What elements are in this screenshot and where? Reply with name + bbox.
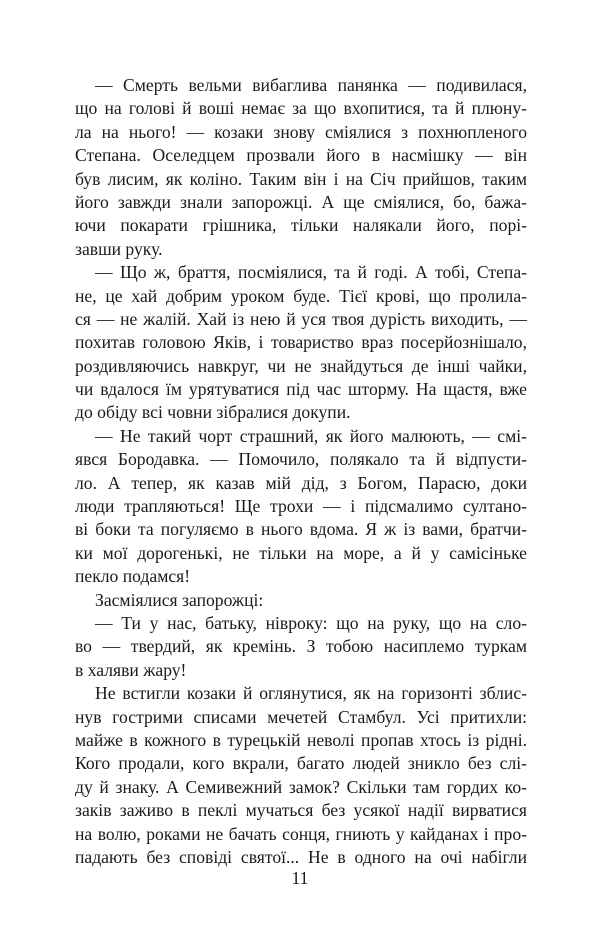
text-line: заків заживо в пеклі мучаться без усякої надії вирватися [75,800,527,821]
text-line: — Смерть вельми вибаглива панянка — подивилася, [95,75,527,95]
text-line: ки мої дорогенькі, не тільки на море, а й у самісіньке [75,542,527,563]
text-line: нув гострими списами мечетей Стамбул. Усі притихли: [75,706,527,727]
text-line: ві боки та погуляємо в нього вдома. Я ж із вами, братчи- [75,519,527,540]
text-line: Засміялися запорожці: [95,589,264,610]
text-line: майже в кожного в турецькій неволі пропав хтось із рідні. [75,729,527,750]
text-line: во — твердий, як кремінь. З тобою насиплемо туркам [75,636,527,657]
text-line: Степана. Оселедцем прозвали його в насмішку — він [75,145,527,166]
text-line: чи вдалося їм урятуватися під час шторму. На щастя, вже [75,379,527,400]
text-line: похитав головою Яків, і товариство враз посерйознішало, [75,332,527,353]
text-line: явся Бородавка. — Помочило, полякало та й відпусти- [75,449,527,470]
text-line: його завжди знали запорожці. А ще сміялися, бо, бажа- [75,191,527,212]
text-line: падають без сповіді святої... Не в одного на очі набігли [75,846,527,867]
text-line: Не встигли козаки й оглянутися, як на горизонті зблис- [95,683,527,704]
text-line: на волю, роками не бачать сонця, гниють у кайданах і про- [75,823,527,844]
text-line: був лисим, як коліно. Таким він і на Січ прийшов, таким [75,168,527,189]
text-line: до обіду всі човни зібралися докупи. [75,402,351,423]
text-line: що на голові й воші немає за що вхопитися, та й плюну- [75,98,527,119]
text-line: люди трапляються! Ще трохи — і підсмалимо султано- [75,496,527,517]
text-line: ду й знаку. А Семивежний замок? Скільки там гордих ко- [75,776,527,797]
page-body-text [75,74,527,869]
text-line: ла на нього! — козаки знову сміялися з похнюпленого [75,121,527,142]
text-line: — Ти у нас, батьку, нівроку: що на руку, що на сло- [95,612,527,633]
page-number: 11 [291,868,309,888]
text-line: ло. А тепер, як казав мій дід, з Богом, Парасю, доки [75,472,527,493]
text-line: пекло подамся! [75,566,191,587]
text-line: в халяви жару! [75,659,187,680]
text-line: роздивляючись навкруг, чи не знайдуться де інші чайки, [75,355,527,376]
text-line: ючи покарати грішника, тільки налякали його, порі- [75,215,527,236]
text-line: завши руку. [75,238,163,259]
text-line: — Не такий чорт страшний, як його малюють, — смі- [95,425,527,446]
text-line: не, це хай добрим уроком буде. Тієї крові, що пролила- [75,285,527,306]
text-line: Кого продали, кого вкрали, багато людей зникло без слі- [75,753,527,774]
text-line: — Що ж, браття, посміялися, та й годі. А тобі, Степа- [95,262,527,283]
text-line: ся — не жалій. Хай із нею й уся твоя дурість виходить, — [75,308,527,329]
